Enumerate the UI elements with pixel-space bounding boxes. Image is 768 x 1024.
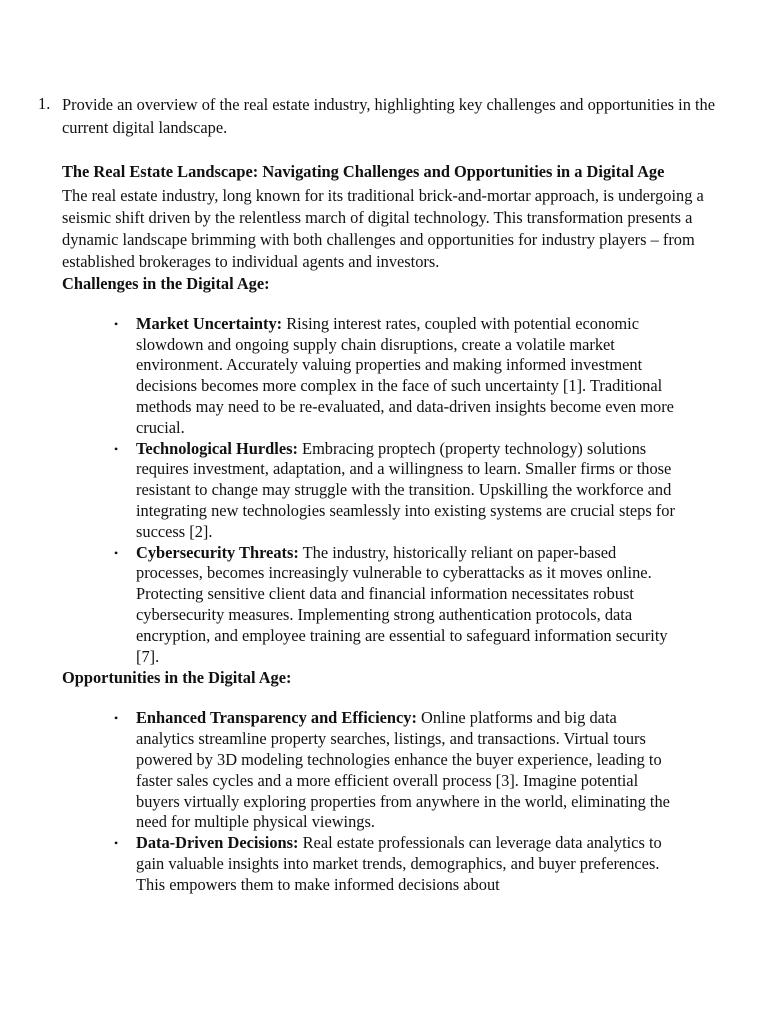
question-text: Provide an overview of the real estate industry, highlighting key challenges and opportunities in the current digital landscape. (62, 95, 716, 137)
list-item-cybersecurity-threats (114, 542, 676, 668)
bullet-icon: • (114, 545, 119, 560)
list-item-technological-hurdles (114, 438, 676, 543)
challenges-heading: Challenges in the Digital Age: (62, 273, 270, 293)
item-term: Data-Driven Decisions: (136, 833, 299, 853)
challenges-list (62, 314, 676, 668)
item-text: Real estate professionals can leverage data analytics to gain valuable insights into market trends, demographics, and buyer preferences. This empowers them to make informed decisions about (136, 833, 662, 894)
list-item-market-uncertainty (114, 313, 676, 439)
question-number: 1. (38, 94, 51, 113)
answer-block (62, 162, 722, 896)
item-text: Rising interest rates, coupled with potential economic slowdown and ongoing supply chain disruptions, create a volatile market environment. Accurately valuing properties and making informed investment decisions becomes more complex in the face of such uncertainty [1]. Traditional methods may need to be re-evaluated, and data-driven insights become even more crucial. (136, 313, 674, 437)
item-term: Cybersecurity Threats: (136, 542, 299, 562)
answer-title: The Real Estate Landscape: Navigating Challenges and Opportunities in a Digital Age (62, 162, 665, 181)
item-term: Technological Hurdles: (136, 438, 298, 458)
question-item (38, 94, 728, 139)
intro-paragraph: The real estate industry, long known for its traditional brick-and-mortar approach, is undergoing a seismic shift driven by the relentless march of digital technology. This transformation presents a dynamic landscape brimming with both challenges and opportunities for industry players – from established brokerages to individual agents and investors. (62, 185, 704, 271)
bullet-icon: • (114, 711, 119, 726)
bullet-icon: • (114, 316, 119, 331)
bullet-icon: • (114, 836, 119, 851)
item-text: The industry, historically reliant on paper-based processes, becomes increasingly vulnerable to cyberattacks as it moves online. Protecting sensitive client data and financial information necessitates robust cybersecurity measures. Implementing strong authentication protocols, data encryption, and employee training are essential to safeguard information security [7]. (136, 542, 668, 666)
item-text: Online platforms and big data analytics streamline property searches, listings, and transactions. Virtual tours powered by 3D modeling technologies enhance the buyer experience, leading to faster sales cycles and a more efficient overall process [3]. Imagine potential buyers virtually exploring properties from anywhere in the world, eliminating the need for multiple physical viewings. (136, 708, 670, 832)
list-item-transparency-efficiency (114, 708, 676, 833)
item-text: Embracing proptech (property technology) solutions requires investment, adaptation, and a willingness to learn. Smaller firms or those resistant to change may struggle with the transition. Upskilling the workforce and integrating new technologies seamlessly into existing systems are crucial steps for success [2]. (136, 438, 675, 541)
bullet-icon: • (114, 441, 119, 456)
opportunities-heading: Opportunities in the Digital Age: (62, 668, 292, 688)
opportunities-list (62, 708, 676, 895)
list-item-data-driven-decisions (114, 833, 676, 895)
item-term: Market Uncertainty: (136, 313, 283, 333)
item-term: Enhanced Transparency and Efficiency: (136, 708, 417, 728)
